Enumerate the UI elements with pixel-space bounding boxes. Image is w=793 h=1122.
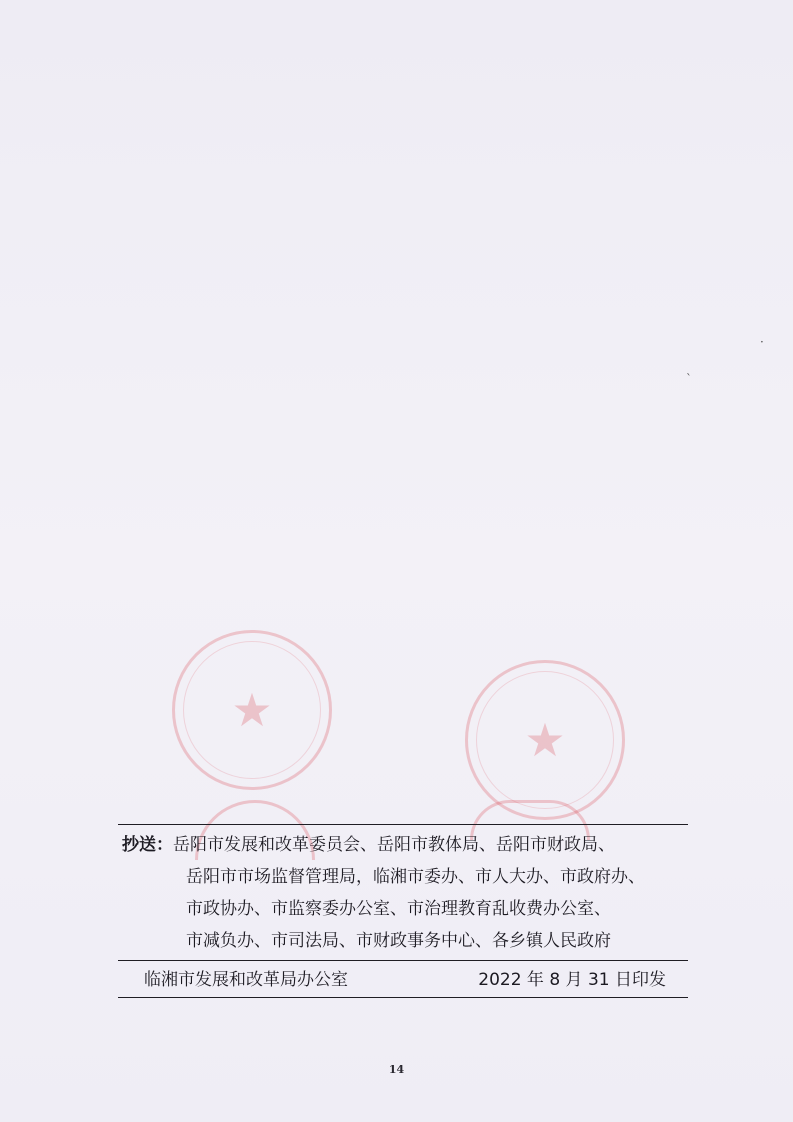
cc-label: 抄送： xyxy=(122,835,173,855)
red-seal-icon: ★ xyxy=(465,660,625,820)
scan-mark: · xyxy=(760,335,764,349)
divider xyxy=(118,997,688,998)
cc-line: 市减负办、市司法局、市财政事务中心、各乡镇人民政府 xyxy=(186,931,611,951)
show-through-text xyxy=(130,150,700,186)
cc-line: 岳阳市市场监督管理局，临湘市委办、市人大办、市政府办、 xyxy=(186,867,645,887)
issuing-office: 临湘市发展和改革局办公室 xyxy=(144,970,348,990)
cc-line: 抄送：岳阳市发展和改革委员会、岳阳市教体局、岳阳市财政局、 xyxy=(122,835,615,855)
issue-date: 2022 年 8 月 31 日印发 xyxy=(478,970,666,990)
page-number: 14 xyxy=(388,1063,405,1076)
red-seal-icon: ★ xyxy=(172,630,332,790)
cc-line: 市政协办、市监察委办公室、市治理教育乱收费办公室、 xyxy=(186,899,611,919)
divider xyxy=(118,960,688,961)
cc-list xyxy=(122,829,690,957)
scan-mark: ˋ xyxy=(686,372,692,386)
divider xyxy=(118,824,688,825)
issuer-line xyxy=(122,966,684,994)
